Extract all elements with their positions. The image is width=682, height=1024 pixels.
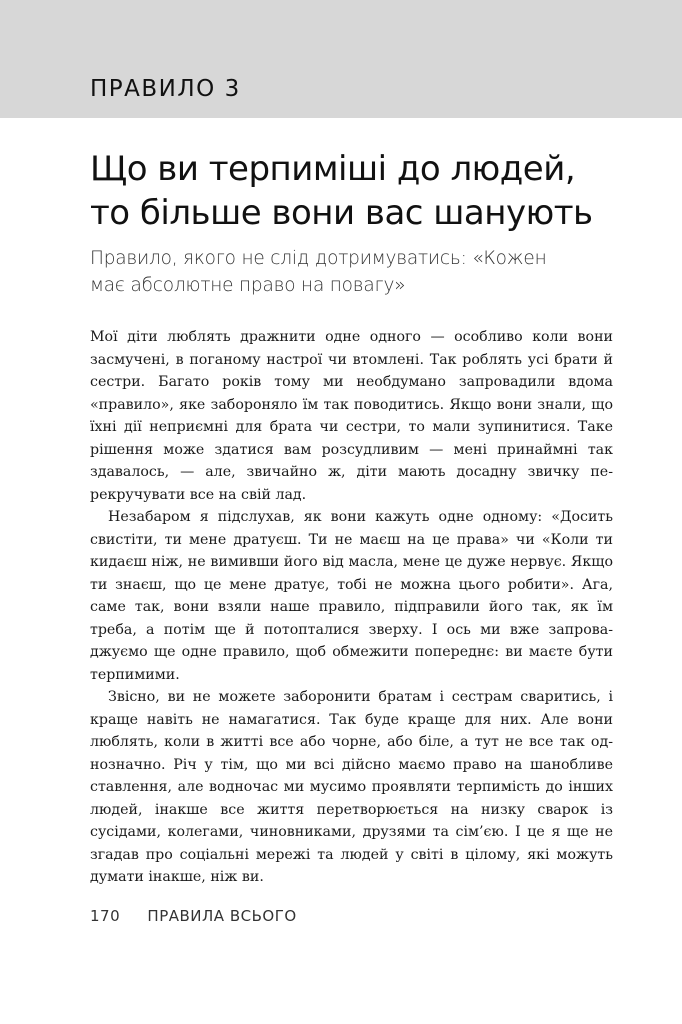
chapter-title [90, 147, 650, 235]
page-footer [90, 905, 297, 927]
chapter-title-line-2: то більше вони вас шанують [90, 193, 593, 233]
running-book-title: ПРАВИЛА ВСЬОГО [147, 907, 297, 925]
body-text [90, 326, 613, 889]
body-paragraph-1: Мої діти люблять дражнити одне одного — особливо коли вони засмучені, в поганому настрої чи втомлені. Так роблять усі брати й сестри. Багато років тому ми необдумано запровадили вдома «правило», яке забороняло їм так поводитись. Якщо вони знали, що їхні дії неприємні для брата чи сестри, то мали зупинитися. Таке рішення може здатися вам розсудливим — мені принаймні так здавалось, — але, звичайно ж, діти мають досадну звичку перекручувати все на свій лад. [90, 329, 613, 503]
chapter-subtitle-line-2: має абсолютне право на повагу» [90, 275, 406, 296]
rule-number-label: ПРАВИЛО 3 [90, 76, 241, 102]
body-paragraph-2: Незабаром я підслухав, як вони кажуть одне одному: «Досить свистіти, ти мене дратуєш. Ти не маєш на це права» чи «Коли ти кидаєш ніж, не вимивши його від масла, мене це дуже нервує. Якщо ти знаєш, що це мене дратує, тобі не можна цього робити». Ага, саме так, вони взяли наше правило, підправили його так, як їм треба, а потім ще й потопталися зверху. І ось ми вже запроваджуємо ще одне правило, щоб обмежити попереднє: ви маєте бути терпимими. [90, 509, 613, 683]
chapter-subtitle-line-1: Правило, якого не слід дотримуватись: «Кожен [90, 248, 547, 269]
body-paragraph-3: Звісно, ви не можете заборонити братам і сестрам сваритись, і краще навіть не намагатися. Так буде краще для них. Але вони люблять, коли в житті все або чорне, або біле, а тут не все так однозначно. Річ у тім, що ми всі дійсно маємо право на шанобливе ставлення, але водночас ми мусимо проявляти терпимість до інших людей, інакше все життя перетворюється на низку сварок із сусідами, колегами, чиновниками, друзями та сім’єю. І це я ще не згадав про соціальні мережі та людей у світі в цілому, які можуть думати інакше, ніж ви. [90, 689, 613, 885]
page-number: 170 [90, 907, 121, 925]
chapter-title-line-1: Що ви терпиміші до людей, [90, 149, 576, 189]
chapter-header-banner [0, 0, 682, 118]
chapter-subtitle [90, 245, 650, 299]
